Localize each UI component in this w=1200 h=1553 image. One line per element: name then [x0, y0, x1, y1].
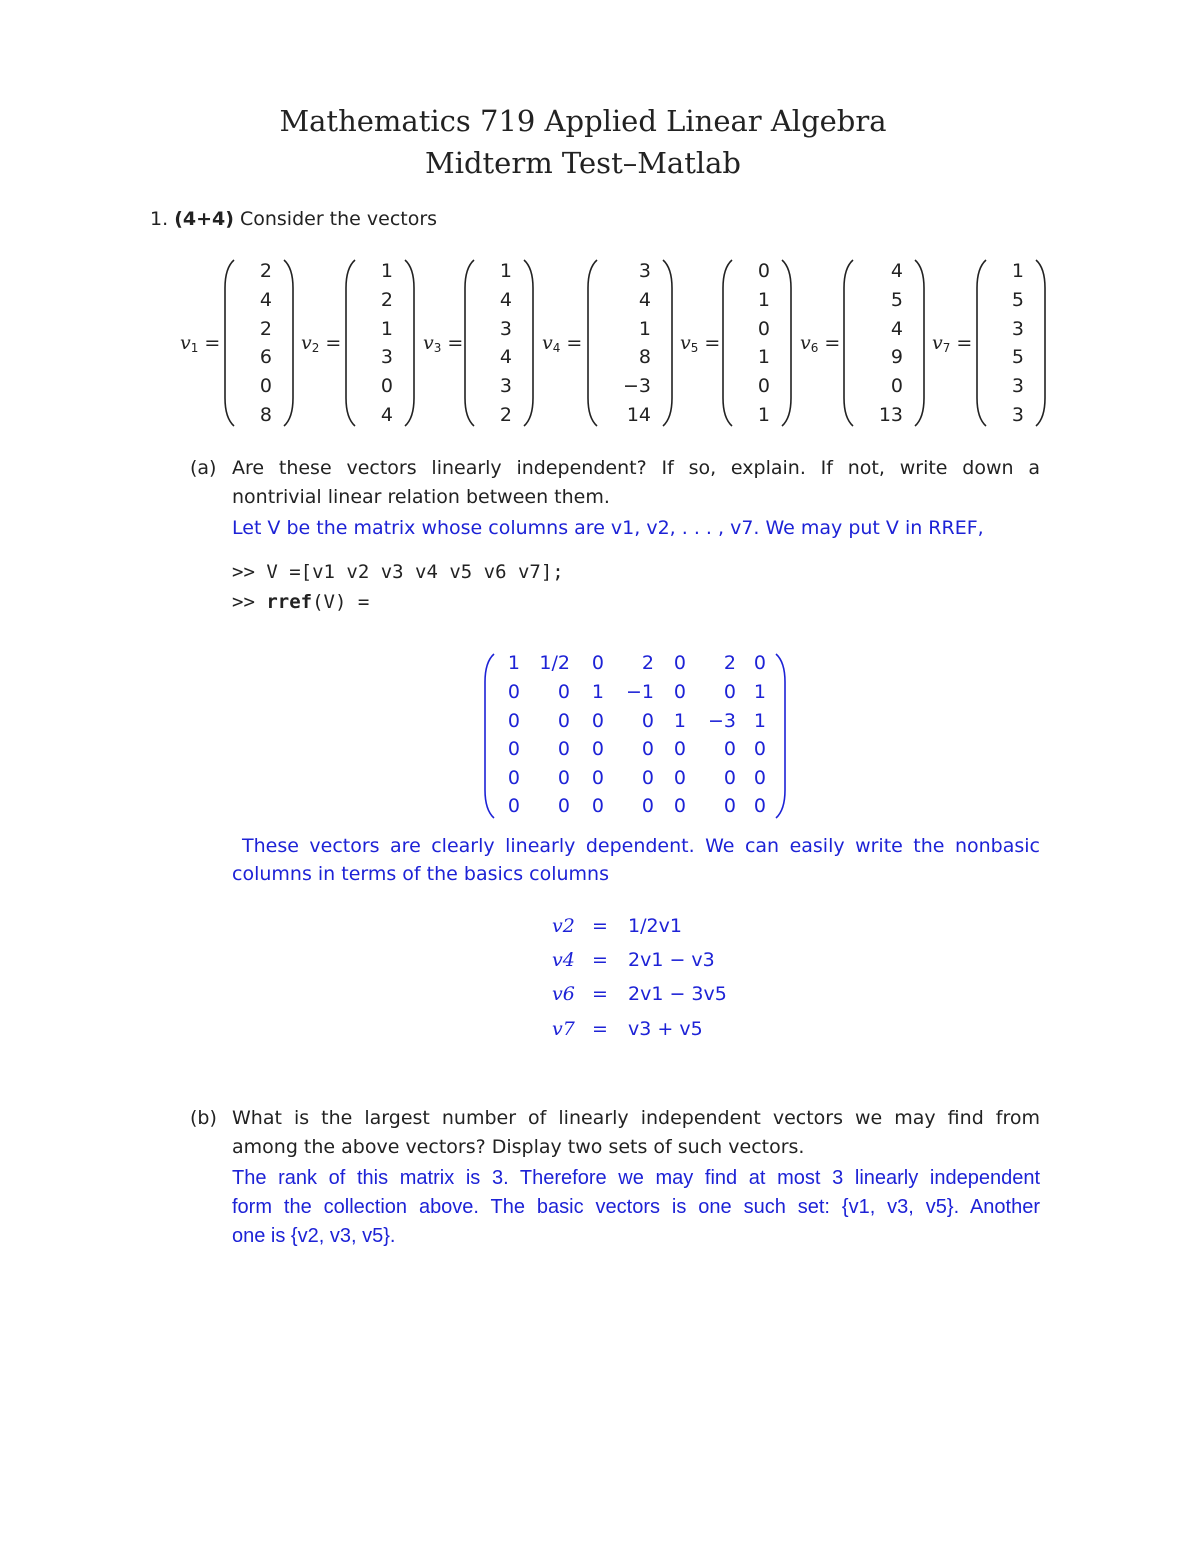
equals-sign: = [441, 332, 464, 354]
matrix-right-parenthesis [774, 652, 788, 820]
vector-label [932, 332, 972, 355]
matrix-entry: 0 [673, 738, 686, 760]
vector-subscript: 5 [690, 341, 699, 355]
vector-column [244, 258, 272, 428]
matrix-entry: 0 [723, 767, 736, 789]
right-parenthesis [282, 258, 296, 428]
part-b-answer-line3: one is {v2, v3, v5}. [232, 1225, 396, 1247]
relation-rhs: 2v1 − 3v5 [628, 983, 727, 1005]
vector-subscript: 7 [942, 341, 951, 355]
vector-entry: −3 [622, 375, 651, 398]
vector-subscript: 1 [190, 341, 199, 355]
vector-entry: 3 [638, 260, 651, 282]
part-b-question-line1: What is the largest number of linearly independent vectors we may find from [232, 1107, 1040, 1129]
code-line-2 [232, 591, 369, 613]
vector-entry: 3 [1011, 317, 1024, 340]
relation-rhs: 1/2v1 [628, 915, 682, 937]
vector-entry: 0 [757, 375, 770, 398]
part-a-conclusion-line1: These vectors are clearly linearly dependent. We can easily write the nonbasic [242, 835, 1040, 857]
vector-column [607, 258, 651, 428]
vector-symbol: v [180, 332, 191, 354]
matrix-entry: 0 [753, 767, 766, 789]
vector-entry: 3 [1011, 375, 1024, 398]
vector-symbol: v [932, 332, 943, 354]
problem-intro: Consider the vectors [239, 208, 438, 230]
matrix-entry: 0 [591, 738, 604, 760]
matrix-entry: 0 [723, 738, 736, 760]
document-subtitle: Midterm Test–Matlab [425, 146, 741, 180]
vector-entry: 9 [890, 346, 903, 369]
equals-sign: = [818, 332, 841, 354]
part-a-question-line2: nontrivial linear relation between them. [232, 486, 610, 508]
vector-label [180, 332, 220, 355]
matrix-entry: 0 [591, 652, 604, 674]
vector-entry: 1 [757, 346, 770, 369]
document-title: Mathematics 719 Applied Linear Algebra [279, 104, 887, 138]
matrix-entry: 0 [507, 738, 520, 760]
vector-subscript: 2 [311, 341, 320, 355]
vector-entry: 2 [259, 317, 272, 340]
vector-entry: 0 [259, 375, 272, 398]
matrix-entry: 0 [591, 767, 604, 789]
vector-entry: 2 [380, 288, 393, 311]
part-a-answer-line: Let V be the matrix whose columns are v1, v2, . . . , v7. We may put V in RREF, [232, 517, 984, 539]
matrix-entry: 0 [557, 738, 570, 760]
vector-label [301, 332, 341, 355]
vector-entry: 8 [638, 346, 651, 369]
right-parenthesis [403, 258, 417, 428]
left-parenthesis [585, 258, 599, 428]
matrix-entry: 0 [641, 767, 654, 789]
matrix-entry: 1 [591, 681, 604, 703]
matrix-entry: 0 [507, 710, 520, 732]
vector-entry: 1 [757, 288, 770, 311]
vector-entry: 4 [499, 288, 512, 311]
vector-column [484, 258, 512, 428]
matrix-entry: 0 [591, 710, 604, 732]
vector-entry: 13 [878, 403, 903, 426]
vector-entry: 1 [638, 317, 651, 340]
matrix-entry: 0 [507, 795, 520, 817]
matrix-entry: 0 [557, 795, 570, 817]
right-parenthesis [522, 258, 536, 428]
vector-entry: 5 [890, 288, 903, 311]
part-a-label: (a) [190, 457, 217, 479]
matrix-entry: −1 [625, 681, 654, 703]
relation-equals: = [592, 1018, 608, 1040]
vector-entry: 0 [380, 375, 393, 398]
vector-entry: 1 [499, 260, 512, 282]
left-parenthesis [222, 258, 236, 428]
problem-header [150, 208, 437, 230]
relation-lhs: v6 [552, 983, 575, 1005]
matrix-entry: 0 [557, 681, 570, 703]
equals-sign: = [560, 332, 583, 354]
matrix-entry: 0 [673, 795, 686, 817]
vector-entry: 1 [380, 260, 393, 282]
left-parenthesis [841, 258, 855, 428]
vector-symbol: v [423, 332, 434, 354]
vector-column [863, 258, 903, 428]
code-line-1: >> V =[v1 v2 v3 v4 v5 v6 v7]; [232, 561, 564, 583]
right-parenthesis [913, 258, 927, 428]
vector-entry: 3 [380, 346, 393, 369]
matrix-entry: 0 [557, 710, 570, 732]
vector-symbol: v [680, 332, 691, 354]
relation-lhs: v4 [552, 949, 575, 971]
matrix-entry: 2 [641, 652, 654, 674]
matrix-entry: 0 [753, 652, 766, 674]
vector-entry: 8 [259, 403, 272, 426]
vector-entry: 0 [890, 375, 903, 398]
code-prompt: >> [232, 591, 267, 613]
matrix-entry: 0 [641, 795, 654, 817]
right-parenthesis [780, 258, 794, 428]
vector-entry: 4 [380, 403, 393, 426]
matrix-entry: 0 [673, 652, 686, 674]
matrix-entry: 0 [753, 795, 766, 817]
matrix-entry: 0 [753, 738, 766, 760]
equals-sign: = [698, 332, 721, 354]
matrix-entry: 1 [673, 710, 686, 732]
left-parenthesis [974, 258, 988, 428]
vector-entry: 6 [259, 346, 272, 369]
problem-number: 1. [150, 208, 169, 230]
left-parenthesis [343, 258, 357, 428]
matrix-entry: 0 [507, 767, 520, 789]
relation-lhs: v7 [552, 1018, 575, 1040]
matrix-entry: 0 [507, 681, 520, 703]
vector-label [423, 332, 463, 355]
vector-symbol: v [800, 332, 811, 354]
part-b-label: (b) [190, 1107, 217, 1129]
relation-equals: = [592, 983, 608, 1005]
right-parenthesis [661, 258, 675, 428]
matrix-entry: 0 [557, 767, 570, 789]
vector-entry: 4 [638, 288, 651, 311]
equals-sign: = [950, 332, 973, 354]
left-parenthesis [462, 258, 476, 428]
relation-rhs: 2v1 − v3 [628, 949, 715, 971]
matrix-entry: 0 [723, 795, 736, 817]
relation-lhs: v2 [552, 915, 575, 937]
matrix-entry: 0 [591, 795, 604, 817]
vector-symbol: v [301, 332, 312, 354]
vector-entry: 0 [757, 260, 770, 282]
vector-entry: 5 [1011, 346, 1024, 369]
matrix-entry: −3 [707, 710, 736, 732]
vector-column [742, 258, 770, 428]
left-parenthesis [720, 258, 734, 428]
vector-column [365, 258, 393, 428]
code-args: (V) = [312, 591, 370, 613]
vector-entry: 4 [890, 260, 903, 282]
matrix-entry: 1/2 [539, 652, 570, 674]
code-command: rref [266, 591, 313, 613]
vector-entry: 0 [757, 317, 770, 340]
vector-entry: 5 [1011, 288, 1024, 311]
vector-entry: 1 [1011, 260, 1024, 282]
matrix-left-parenthesis [482, 652, 496, 820]
vector-entry: 1 [380, 317, 393, 340]
vector-subscript: 4 [552, 341, 561, 355]
part-a-question-line1: Are these vectors linearly independent? If so, explain. If not, write down a [232, 457, 1040, 479]
right-parenthesis [1034, 258, 1048, 428]
vector-entry: 4 [890, 317, 903, 340]
matrix-entry: 0 [723, 681, 736, 703]
part-b-question-line2: among the above vectors? Display two sets of such vectors. [232, 1136, 805, 1158]
vector-entry: 4 [499, 346, 512, 369]
vector-label [800, 332, 840, 355]
vector-column [996, 258, 1024, 428]
part-b-answer-line1: The rank of this matrix is 3. Therefore we may find at most 3 linearly independent [232, 1167, 1040, 1189]
matrix-entry: 1 [753, 710, 766, 732]
matrix-entry: 0 [641, 738, 654, 760]
relation-equals: = [592, 915, 608, 937]
vector-entry: 1 [757, 403, 770, 426]
vector-label [542, 332, 582, 355]
part-b-answer-line2: form the collection above. The basic vectors is one such set: {v1, v3, v5}. Another [232, 1196, 1040, 1218]
vector-entry: 4 [259, 288, 272, 311]
matrix-entry: 1 [507, 652, 520, 674]
relation-rhs: v3 + v5 [628, 1018, 703, 1040]
matrix-entry: 0 [641, 710, 654, 732]
vector-label [680, 332, 720, 355]
vector-entry: 3 [499, 317, 512, 340]
vector-subscript: 6 [810, 341, 819, 355]
matrix-entry: 0 [673, 681, 686, 703]
vector-entry: 3 [1011, 403, 1024, 426]
vector-symbol: v [542, 332, 553, 354]
vector-entry: 3 [499, 375, 512, 398]
equals-sign: = [319, 332, 342, 354]
equals-sign: = [198, 332, 221, 354]
problem-points: (4+4) [174, 208, 234, 230]
vector-subscript: 3 [433, 341, 442, 355]
vector-entry: 14 [626, 403, 651, 426]
matrix-entry: 0 [673, 767, 686, 789]
part-a-conclusion-line2: columns in terms of the basics columns [232, 863, 609, 885]
vector-entry: 2 [499, 403, 512, 426]
matrix-entry: 2 [723, 652, 736, 674]
matrix-entry: 1 [753, 681, 766, 703]
vector-entry: 2 [259, 260, 272, 282]
relation-equals: = [592, 949, 608, 971]
